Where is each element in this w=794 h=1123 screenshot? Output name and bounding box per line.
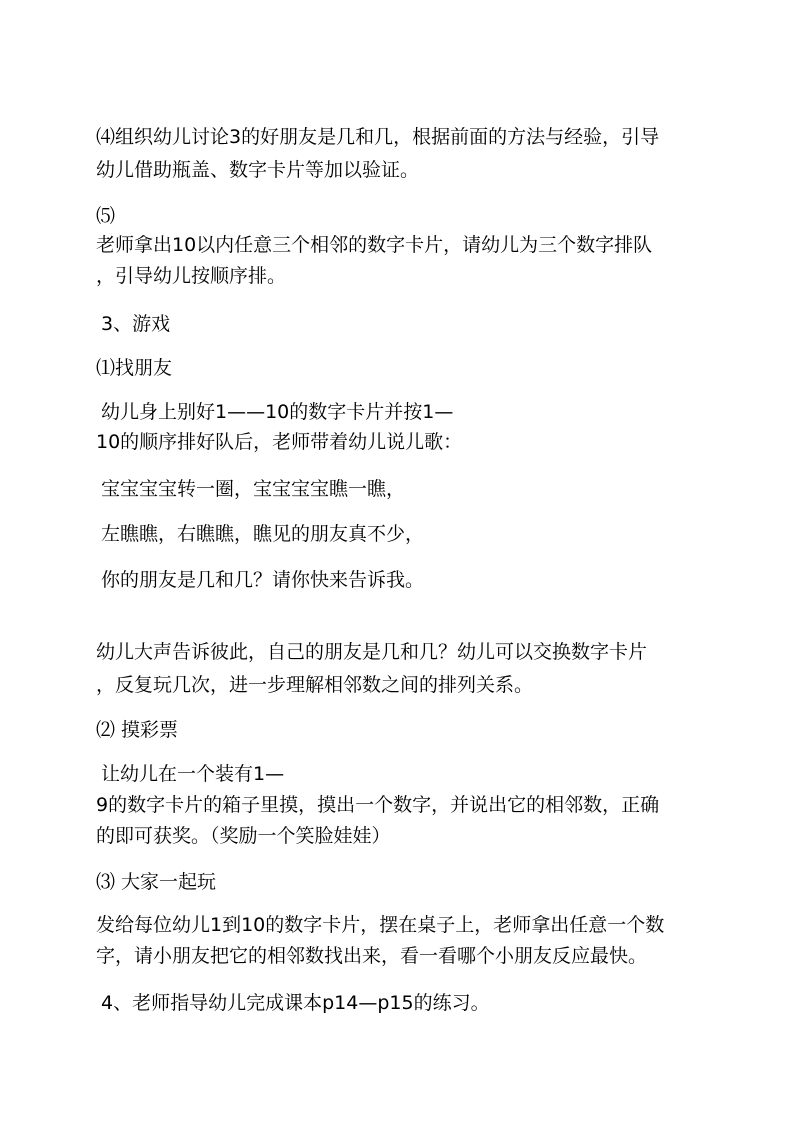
paragraph-4-line-1: ⑷组织幼儿讨论3的好朋友是几和几，根据前面的方法与经验，引导 (96, 126, 660, 148)
rhyme-verse-3: 你的朋友是几和几？请你快来告诉我。 (101, 569, 425, 591)
game-1-after-line-2: ，反复玩几次，进一步理解相邻数之间的排列关系。 (96, 674, 534, 696)
game-3-line-2: 字，请小朋友把它的相邻数找出来，看一看哪个小朋友反应最快。 (96, 945, 648, 967)
paragraph-5-line-2: ，引导幼儿按顺序排。 (96, 265, 287, 287)
game-2-line-3: 的即可获奖。（奖励一个笑脸娃娃） (96, 825, 391, 847)
game-2-line-2: 9的数字卡片的箱子里摸，摸出一个数字，并说出它的相邻数，正确 (96, 794, 660, 816)
game-2-title: ⑵ 摸彩票 (96, 719, 179, 741)
rhyme-verse-1: 宝宝宝宝转一圈，宝宝宝宝瞧一瞧， (101, 478, 406, 500)
game-1-line-2: 10的顺序排好队后，老师带着幼儿说儿歌： (96, 431, 463, 453)
paragraph-4-line-2: 幼儿借助瓶盖、数字卡片等加以验证。 (96, 159, 420, 181)
section-4-heading: 4、老师指导幼儿完成课本p14—p15的练习。 (101, 992, 490, 1014)
paragraph-5-line-1: 老师拿出10以内任意三个相邻的数字卡片，请幼儿为三个数字排队 (96, 234, 653, 256)
game-2-line-1: 让幼儿在一个装有1— (101, 763, 285, 785)
game-1-after-line-1: 幼儿大声告诉彼此，自己的朋友是几和几？幼儿可以交换数字卡片 (96, 641, 648, 663)
section-3-heading: 3、游戏 (101, 313, 171, 335)
game-1-title: ⑴找朋友 (96, 357, 173, 379)
game-1-line-1: 幼儿身上别好1——10的数字卡片并按1— (101, 401, 454, 423)
paragraph-5-label: ⑸ (96, 205, 116, 227)
game-3-title: ⑶ 大家一起玩 (96, 871, 217, 893)
game-3-line-1: 发给每位幼儿1到10的数字卡片，摆在桌子上，老师拿出任意一个数 (96, 914, 665, 936)
rhyme-verse-2: 左瞧瞧，右瞧瞧，瞧见的朋友真不少， (101, 523, 425, 545)
